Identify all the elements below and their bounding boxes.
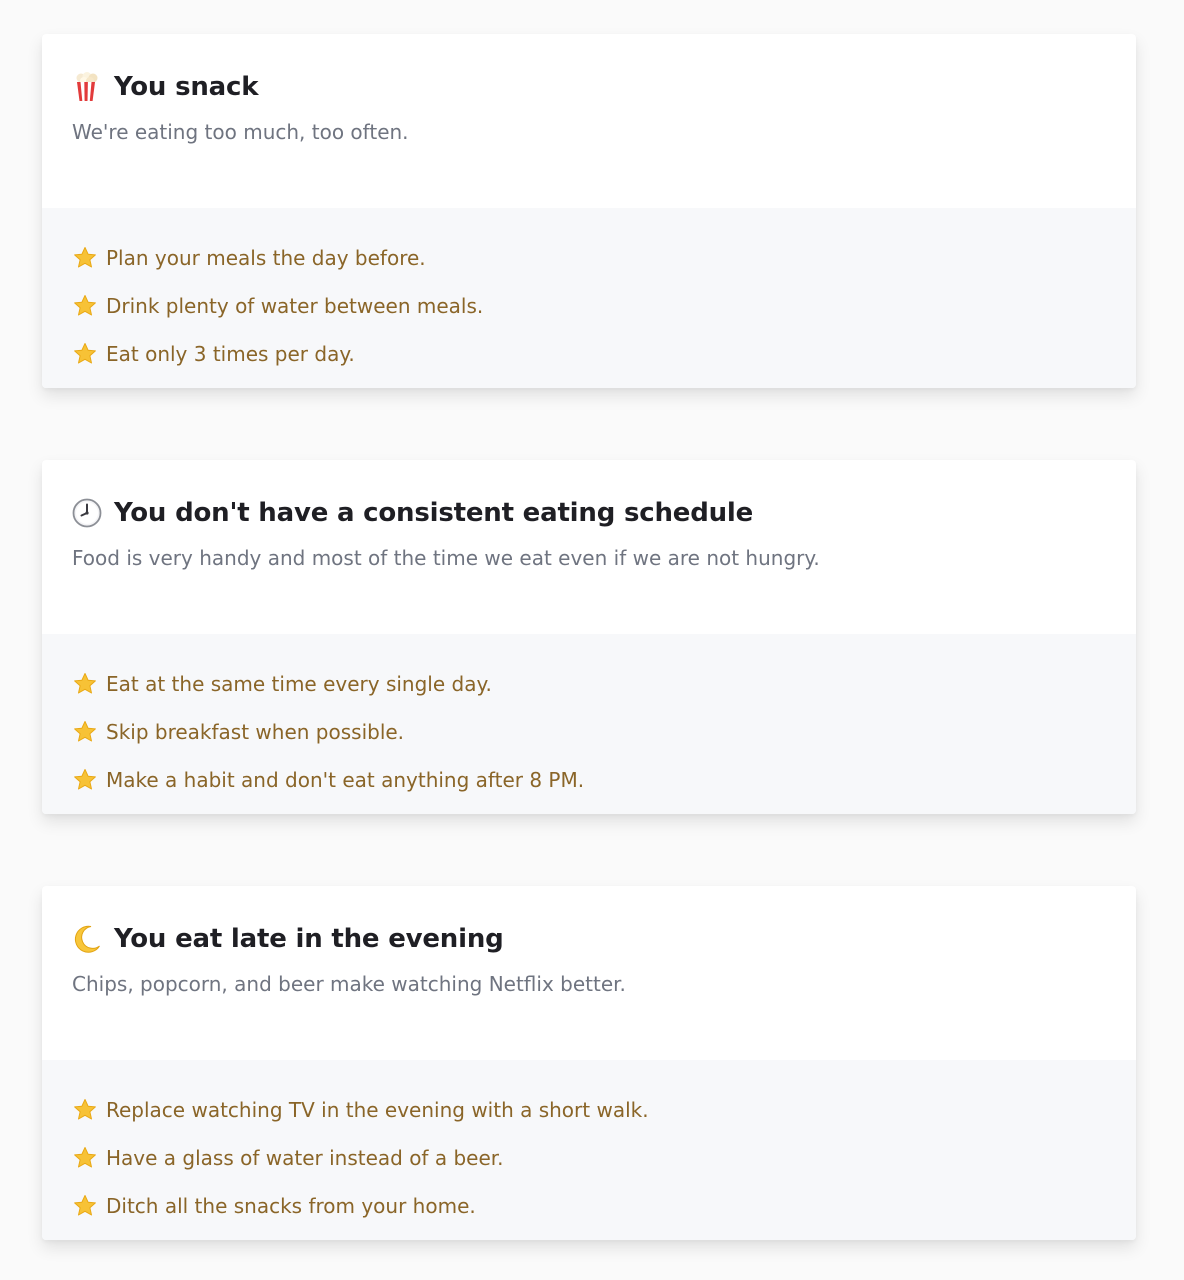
- tip-text: Make a habit and don't eat anything after 8 PM.: [106, 768, 585, 792]
- tip-item: [72, 1086, 1106, 1134]
- tip-text: Eat at the same time every single day.: [106, 672, 492, 696]
- card-title-text: You snack: [114, 72, 259, 102]
- tip-item: [72, 660, 1106, 708]
- tips-list: [42, 634, 1136, 814]
- clock-icon: [72, 498, 102, 528]
- card-late-eating: [42, 886, 1136, 1240]
- star-icon: [72, 293, 98, 319]
- card-header: [42, 886, 1136, 1060]
- star-icon: [72, 1193, 98, 1219]
- tip-text: Drink plenty of water between meals.: [106, 294, 484, 318]
- star-icon: [72, 1145, 98, 1171]
- card-eating-schedule: [42, 460, 1136, 814]
- card-snacking: [42, 34, 1136, 388]
- card-title-text: You eat late in the evening: [114, 924, 504, 954]
- star-icon: [72, 341, 98, 367]
- card-title-text: You don't have a consistent eating schedule: [114, 498, 754, 528]
- card-header: [42, 460, 1136, 634]
- popcorn-icon: [72, 72, 102, 102]
- star-icon: [72, 719, 98, 745]
- card-title: [72, 70, 1106, 104]
- star-icon: [72, 245, 98, 271]
- star-icon: [72, 767, 98, 793]
- tip-item: [72, 708, 1106, 756]
- star-icon: [72, 1097, 98, 1123]
- star-icon: [72, 671, 98, 697]
- card-title: [72, 922, 1106, 956]
- tip-item: [72, 1134, 1106, 1182]
- card-description: We're eating too much, too often.: [72, 120, 409, 144]
- card-title: [72, 496, 1106, 530]
- tip-text: Skip breakfast when possible.: [106, 720, 405, 744]
- tip-text: Plan your meals the day before.: [106, 246, 426, 270]
- tips-list: [42, 208, 1136, 388]
- tip-item: [72, 282, 1106, 330]
- tip-text: Have a glass of water instead of a beer.: [106, 1146, 504, 1170]
- card-description: Food is very handy and most of the time we eat even if we are not hungry.: [72, 546, 820, 570]
- tip-text: Ditch all the snacks from your home.: [106, 1194, 476, 1218]
- tips-list: [42, 1060, 1136, 1240]
- tip-item: [72, 330, 1106, 378]
- tip-item: [72, 1182, 1106, 1230]
- tip-text: Eat only 3 times per day.: [106, 342, 355, 366]
- tip-text: Replace watching TV in the evening with a short walk.: [106, 1098, 649, 1122]
- card-header: [42, 34, 1136, 208]
- crescent-moon-icon: [72, 924, 102, 954]
- tip-item: [72, 234, 1106, 282]
- tip-item: [72, 756, 1106, 804]
- card-description: Chips, popcorn, and beer make watching Netflix better.: [72, 972, 626, 996]
